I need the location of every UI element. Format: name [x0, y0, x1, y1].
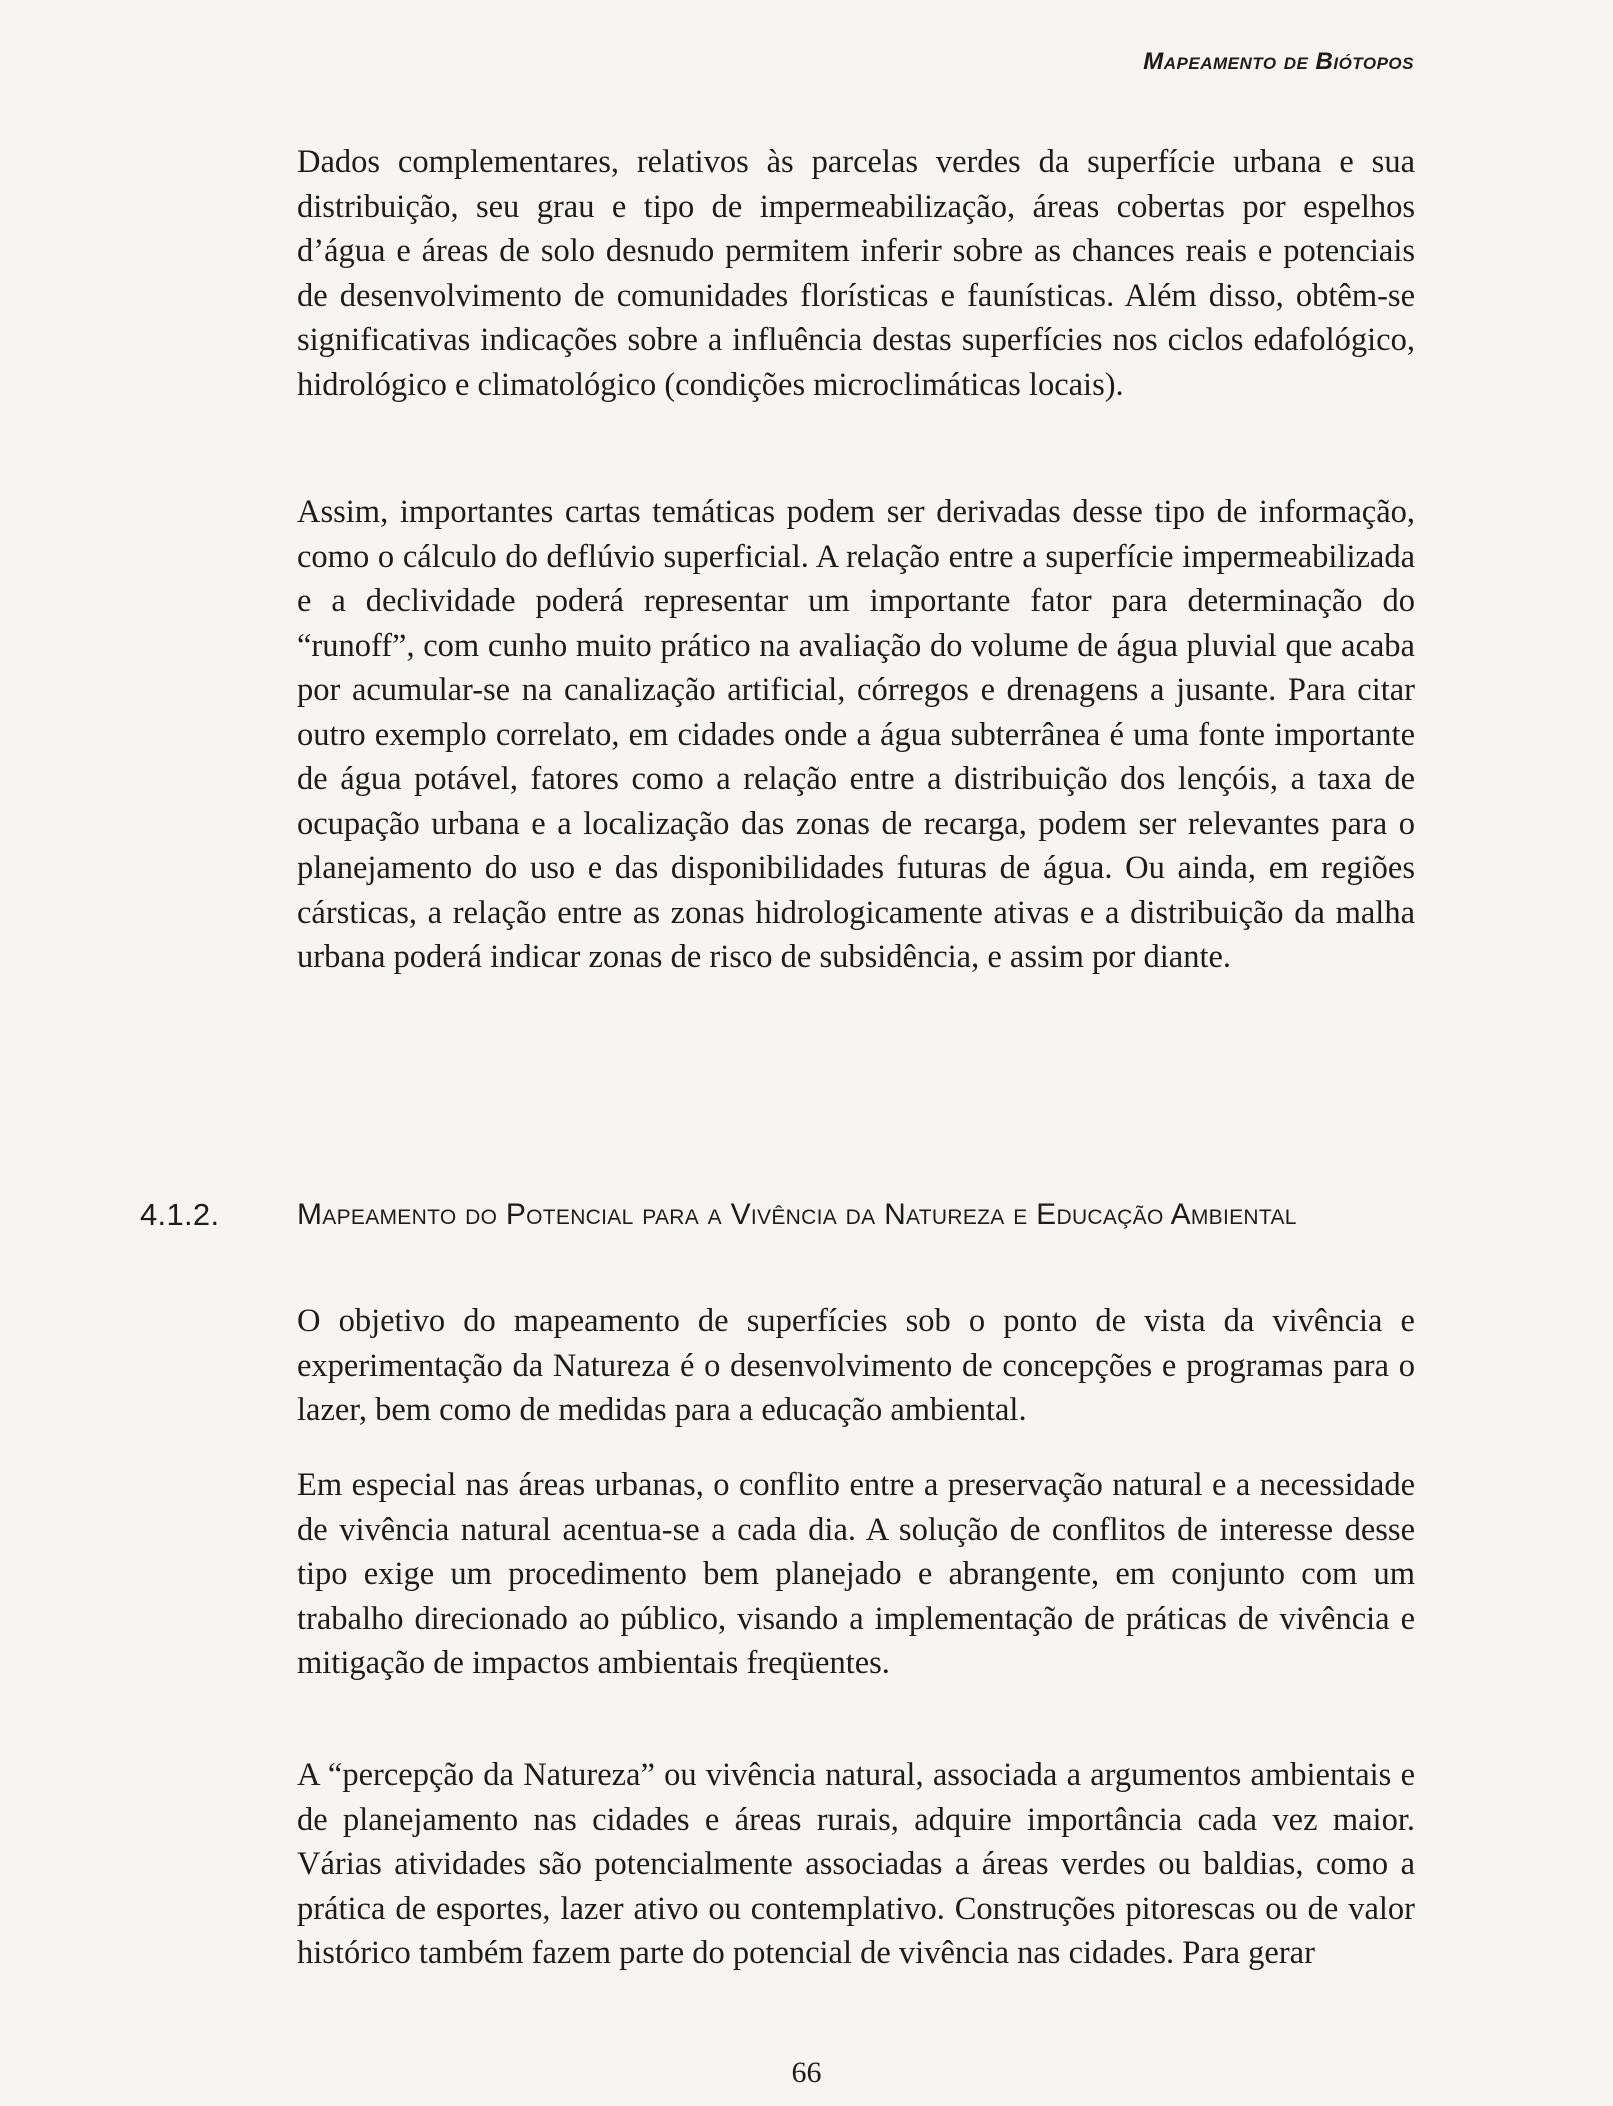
paragraph-text: A “percepção da Natureza” ou vivência natural, associada a argumentos ambientais e de planejamento nas cidades e áreas rurais, adquire importância cada vez maior. Várias atividades são potencialmente associadas a áreas verdes ou baldias, como a prática de esportes, lazer ativo ou contemplativo. Construções pitorescas ou de valor histórico também fazem parte do potencial de vivência nas cidades. Para gerar: [297, 1757, 1415, 1971]
paragraph-text: O objetivo do mapeamento de superfícies sob o ponto de vista da vivência e experimentação da Natureza é o desenvolvimento de concepções e programas para o lazer, bem como de medidas para a educação ambiental.: [297, 1303, 1415, 1428]
section-title: Mapeamento do Potencial para a Vivência da Natureza e Educação Ambiental: [297, 1198, 1297, 1231]
paragraph-text: Assim, importantes cartas temáticas podem ser derivadas desse tipo de informação, como o cálculo do deflúvio superficial. A relação entre a superfície impermeabilizada e a declividade poderá representar um importante fator para determinação do “runoff”, com cunho muito prático na avaliação do volume de água pluvial que acaba por acumular-se na canalização artificial, córregos e drenagens a jusante. Para citar outro exemplo correlato, em cidades onde a água subterrânea é uma fonte importante de água potável, fatores como a relação entre a distribuição dos lençóis, a taxa de ocupação urbana e a localização das zonas de recarga, podem ser relevantes para o planejamento do uso e das disponibilidades futuras de água. Ou ainda, em regiões cársticas, a relação entre as zonas hidrologicamente ativas e a distribuição da malha urbana poderá indicar zonas de risco de subsidência, e assim por diante.: [297, 494, 1415, 975]
running-header: Mapeamento de Biótopos: [1143, 48, 1414, 75]
paragraph-3: [297, 1299, 1415, 1433]
paragraph-text: Dados complementares, relativos às parcelas verdes da superfície urbana e sua distribuição, seu grau e tipo de impermeabilização, áreas cobertas por espelhos d’água e áreas de solo desnudo permitem inferir sobre as chances reais e potenciais de desenvolvimento de comunidades florísticas e faunísticas. Além disso, obtêm-se significativas indicações sobre a influência destas superfícies nos ciclos edafológico, hidrológico e climatológico (condições microclimáticas locais).: [297, 144, 1415, 403]
paragraph-1: [297, 140, 1415, 407]
paragraph-5: [297, 1753, 1415, 1976]
page-number: 66: [791, 2056, 822, 2089]
section-number: 4.1.2.: [140, 1197, 220, 1232]
paragraph-4: [297, 1463, 1415, 1686]
paragraph-text: Em especial nas áreas urbanas, o conflito entre a preservação natural e a necessidade de vivência natural acentua-se a cada dia. A solução de conflitos de interesse desse tipo exige um procedimento bem planejado e abrangente, em conjunto com um trabalho direcionado ao público, visando a implementação de práticas de vivência e mitigação de impactos ambientais freqüentes.: [297, 1467, 1415, 1681]
paragraph-2: [297, 490, 1415, 980]
